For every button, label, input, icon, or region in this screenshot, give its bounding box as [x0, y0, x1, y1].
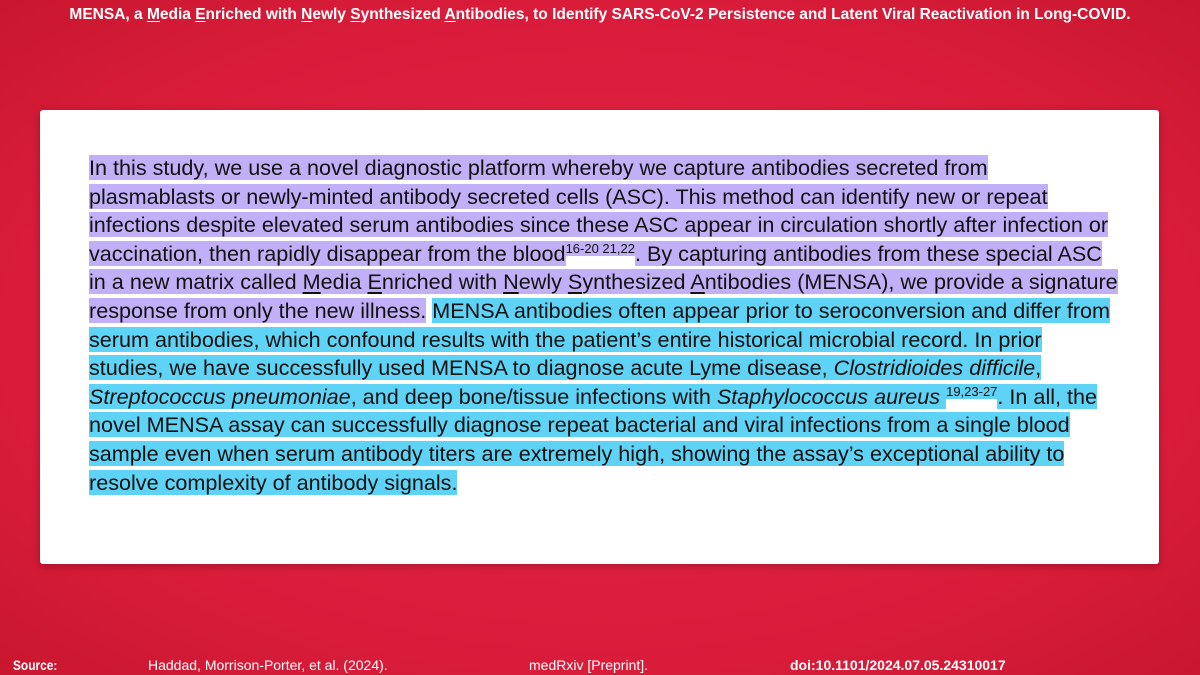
title-initial: A [444, 6, 456, 23]
text-segment: ynthesized [582, 269, 691, 295]
citation-doi[interactable]: doi:10.1101/2024.07.05.24310017 [790, 657, 1006, 673]
text-segment: In this study, we use a novel diagnostic platform whereby we capture antibodies secreted from plasmablasts or newly-minted antibody secreted cells (ASC). This method can identify new or repeat infections despite elevated serum antibodies since these ASC appear in circulation shortly after infection or vaccination, then rapidly disappear from the blood [89, 155, 1109, 266]
citation-reference: 16-20 21,22 [565, 240, 635, 256]
text-segment: , [1035, 355, 1042, 381]
text-segment: ntibodies (MENSA), we provide a signature response from only the new illness. [89, 269, 1118, 323]
acronym-initial: N [503, 269, 519, 295]
acronym-initial: S [567, 269, 583, 295]
title-initial: S [350, 6, 361, 23]
citation-authors: Haddad, Morrison-Porter, et al. (2024). [148, 657, 388, 673]
text-segment: . In all, the novel MENSA assay can successfully diagnose repeat bacterial and viral infections from a single blood sample even when serum antibody titers are extremely high, showing the assay’s exceptional ability to resolve complexity of antibody signals. [89, 383, 1098, 495]
text-segment: , and deep bone/tissue infections with [350, 383, 717, 409]
acronym-initial: E [367, 269, 382, 295]
title-initial: M [146, 6, 160, 23]
title-text: MENSA, a [69, 6, 147, 23]
title-initial: N [301, 6, 313, 23]
acronym-initial: M [302, 269, 321, 295]
species-name: Streptococcus pneumoniae [89, 383, 351, 409]
title-text: nriched with [205, 6, 302, 23]
species-name: Clostridioides difficile [833, 355, 1036, 381]
text-segment: . By capturing antibodies from these special ASC in a new matrix called [89, 240, 1102, 295]
acronym-initial: A [690, 269, 705, 295]
text-segment: nriched with [381, 269, 504, 295]
title-text: ntibodies, to Identify SARS-CoV-2 Persistence and Latent Viral Reactivation in Long-COVID. [455, 6, 1131, 23]
excerpt-paragraph [89, 154, 1119, 497]
text-segment: edia [320, 269, 368, 295]
citation-journal: medRxiv [Preprint]. [529, 657, 649, 673]
title-text: ynthesized [360, 6, 445, 23]
citation-footer [0, 655, 1200, 675]
citation-reference: 19,23-27 [946, 383, 998, 399]
title-initial: E [195, 6, 206, 23]
title-text: edia [159, 6, 196, 23]
excerpt-card [40, 110, 1159, 564]
source-label: Source: [13, 657, 58, 673]
text-segment: ewly [518, 269, 568, 295]
title-text: ewly [312, 6, 351, 23]
slide-title [0, 6, 1200, 24]
species-name: Staphylococcus aureus [716, 383, 941, 409]
text-segment: MENSA antibodies often appear prior to seroconversion and differ from serum antibodies, which confound results with the patient’s entire historical microbial record. In prior studies, we have successfully used MENSA to diagnose acute Lyme disease, [89, 297, 1111, 381]
